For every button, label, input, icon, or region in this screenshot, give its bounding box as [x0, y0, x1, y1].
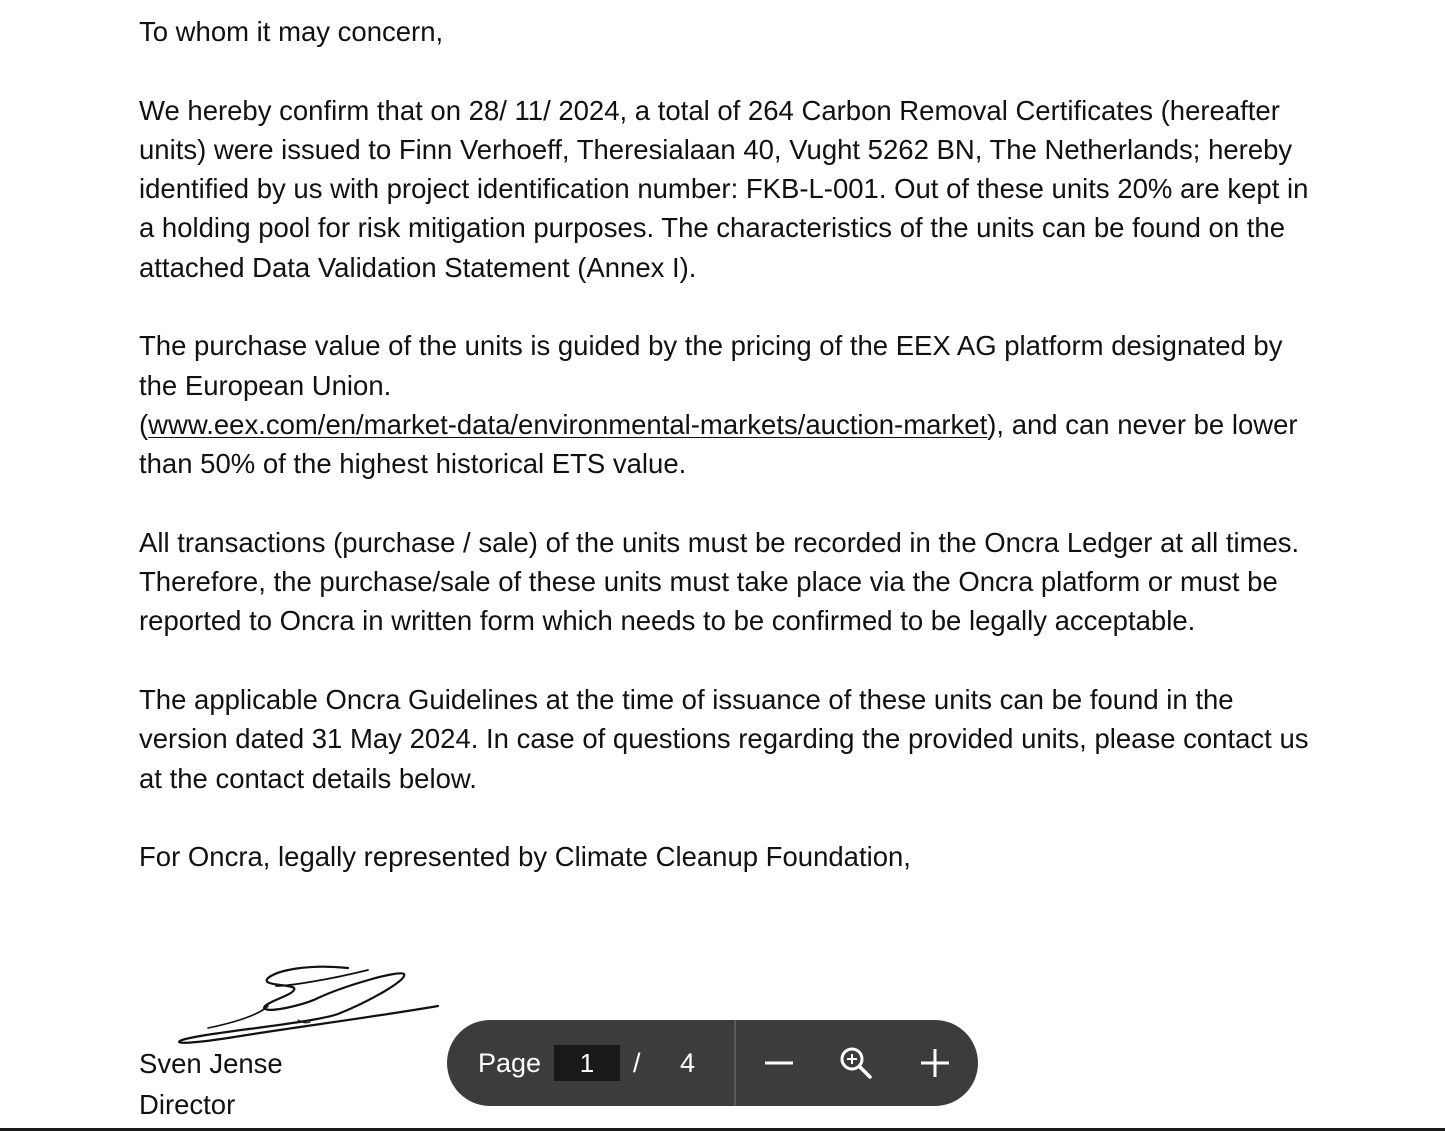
document-body	[139, 12, 1309, 877]
minus-icon	[763, 1047, 795, 1079]
page-number-input[interactable]	[554, 1045, 620, 1081]
total-pages: 4	[680, 1048, 696, 1078]
signature-image	[168, 962, 448, 1052]
zoom-fit-button[interactable]	[833, 1040, 879, 1086]
plus-icon	[919, 1047, 951, 1079]
pricing-text: The purchase value of the units is guided by the pricing of the EEX AG platform designated by the European Union.	[139, 330, 1283, 401]
zoom-out-button[interactable]	[756, 1040, 802, 1086]
pdf-viewer-toolbar	[447, 1020, 978, 1106]
closing-line: For Oncra, legally represented by Climate Cleanup Foundation,	[139, 841, 911, 873]
paragraph-issuance: We hereby confirm that on 28/ 11/ 2024, a total of 264 Carbon Removal Certificates (hereafter units) were issued to Finn Verhoeff, Theresialaan 40, Vught 5262 BN, The Netherlands; hereby identified by us with project identification number: FKB-L-001. Out of these units 20% are kept in a holding pool for risk mitigation purposes. The characteristics of the units can be found on the attached Data Validation Statement (Annex I).	[139, 94, 1309, 283]
paragraph-transactions: All transactions (purchase / sale) of the units must be recorded in the Oncra Ledger at all times. Therefore, the purchase/sale of these units must take place via the Oncra platform or must be reported to Oncra in written form which needs to be confirmed to be legally acceptable.	[139, 526, 1300, 637]
pricing-open-paren: (	[139, 408, 149, 440]
paragraph-guidelines: The applicable Oncra Guidelines at the time of issuance of these units can be found in the version dated 31 May 2024. In case of questions regarding the provided units, please contact us at the contact details below.	[139, 684, 1309, 794]
paragraph-pricing	[139, 326, 1309, 483]
pricing-text-continued: ), and can never be lower than 50% of the highest historical ETS value.	[139, 408, 1298, 480]
page-separator: /	[633, 1048, 641, 1078]
signatory-title: Director	[139, 1089, 236, 1120]
signatory-name: Sven Jense	[139, 1048, 283, 1079]
zoom-icon	[838, 1045, 874, 1081]
toolbar-divider	[734, 1020, 736, 1106]
salutation: To whom it may concern,	[139, 16, 444, 47]
zoom-in-button[interactable]	[912, 1040, 958, 1086]
eex-link[interactable]: www.eex.com/en/market-data/environmental-markets/auction-market	[148, 408, 988, 440]
page-label: Page	[478, 1048, 542, 1078]
